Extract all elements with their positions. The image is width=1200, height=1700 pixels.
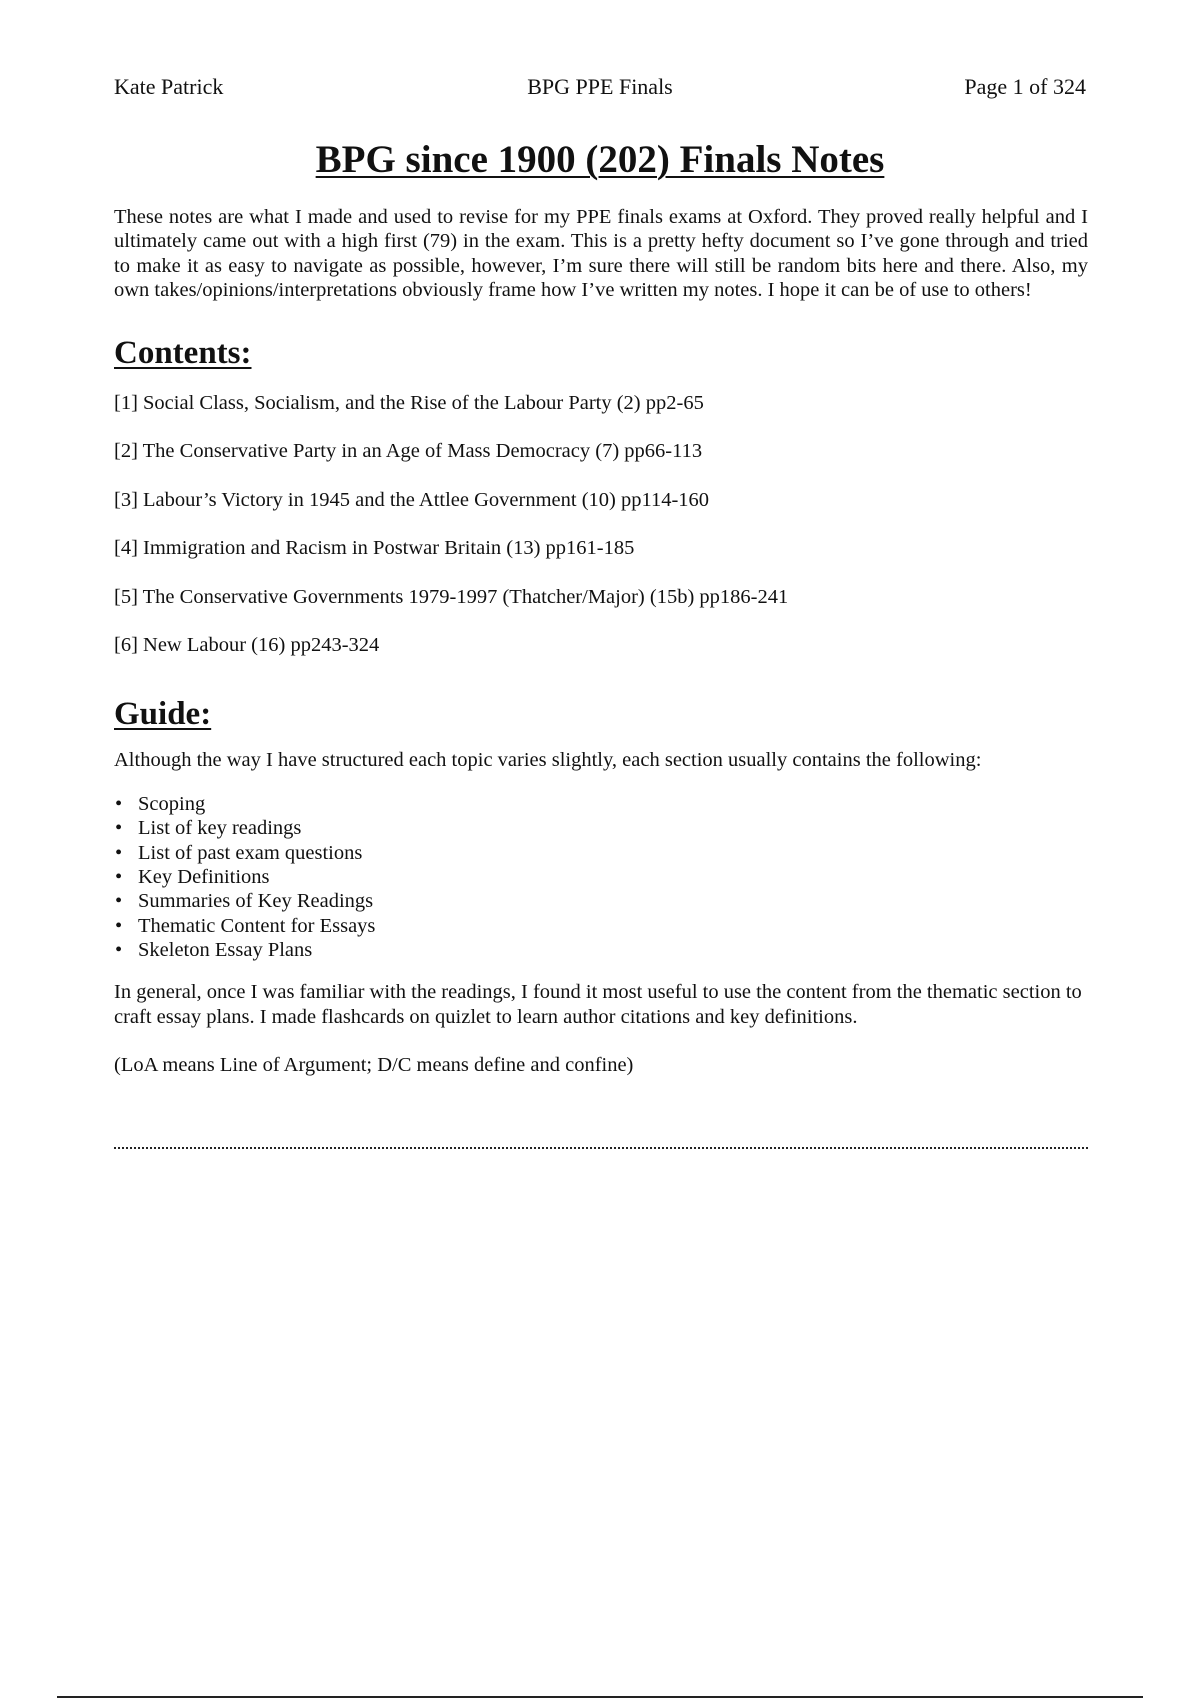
- abbreviation-note: (LoA means Line of Argument; D/C means define and confine): [114, 1053, 634, 1076]
- contents-list: [114, 391, 1088, 682]
- document-body: [114, 205, 1088, 1077]
- list-item: [114, 816, 1088, 840]
- bullet-icon: •: [115, 793, 123, 816]
- list-item: [114, 865, 1088, 889]
- list-item-text: Key Definitions: [138, 865, 270, 888]
- list-item-text: Scoping: [138, 793, 206, 816]
- list-item-text: Summaries of Key Readings: [138, 890, 374, 913]
- intro-paragraph: These notes are what I made and used to revise for my PPE finals exams at Oxford. They proved really helpful and I ultimately came out with a high first (79) in the exam. This is a pretty hefty document so I’ve gone through and tried to make it as easy to navigate as possible, however, I’m sure there will still be random bits here and there. Also, my own takes/opinions/interpretations obviously frame how I’ve written my notes. I hope it can be of use to others!: [114, 206, 1088, 302]
- contents-item: [1] Social Class, Socialism, and the Rise of the Labour Party (2) pp2-65: [114, 391, 704, 414]
- header-page-number: Page 1 of 324: [964, 74, 1086, 99]
- document-title: BPG since 1900 (202) Finals Notes: [315, 138, 885, 181]
- bullet-icon: •: [115, 938, 123, 961]
- guide-intro-paragraph: Although the way I have structured each topic varies slightly, each section usually contains the following:: [114, 748, 982, 771]
- guide-general-paragraph: In general, once I was familiar with the readings, I found it most useful to use the content from the thematic section to craft essay plans. I made flashcards on quizlet to learn author citations and key definitions.: [114, 981, 1082, 1028]
- contents-heading: Contents:: [114, 334, 252, 371]
- running-header: [114, 72, 1086, 102]
- bullet-icon: •: [115, 817, 123, 840]
- header-author: Kate Patrick: [114, 74, 224, 99]
- contents-item: [6] New Labour (16) pp243-324: [114, 634, 380, 657]
- bullet-icon: •: [115, 865, 123, 888]
- list-item-text: List of key readings: [138, 817, 302, 840]
- contents-item: [4] Immigration and Racism in Postwar Britain (13) pp161-185: [114, 537, 635, 560]
- guide-heading: Guide:: [114, 695, 212, 732]
- list-item-text: List of past exam questions: [138, 841, 363, 864]
- contents-item: [2] The Conservative Party in an Age of Mass Democracy (7) pp66-113: [114, 440, 703, 463]
- bullet-icon: •: [115, 841, 123, 864]
- list-item-text: Skeleton Essay Plans: [138, 938, 313, 961]
- list-item: [114, 841, 1088, 865]
- list-item-text: Thematic Content for Essays: [138, 914, 376, 937]
- list-item: [114, 792, 1088, 816]
- list-item: [114, 938, 1088, 962]
- bullet-icon: •: [115, 914, 123, 937]
- bullet-icon: •: [115, 890, 123, 913]
- guide-bullet-list: [114, 792, 1088, 962]
- header-course: BPG PPE Finals: [527, 74, 673, 99]
- contents-item: [3] Labour’s Victory in 1945 and the Attlee Government (10) pp114-160: [114, 488, 710, 511]
- page-bottom-rule: [57, 1696, 1143, 1698]
- list-item: [114, 889, 1088, 913]
- dotted-divider: [114, 1147, 1088, 1149]
- contents-item: [5] The Conservative Governments 1979-1997 (Thatcher/Major) (15b) pp186-241: [114, 585, 789, 608]
- list-item: [114, 914, 1088, 938]
